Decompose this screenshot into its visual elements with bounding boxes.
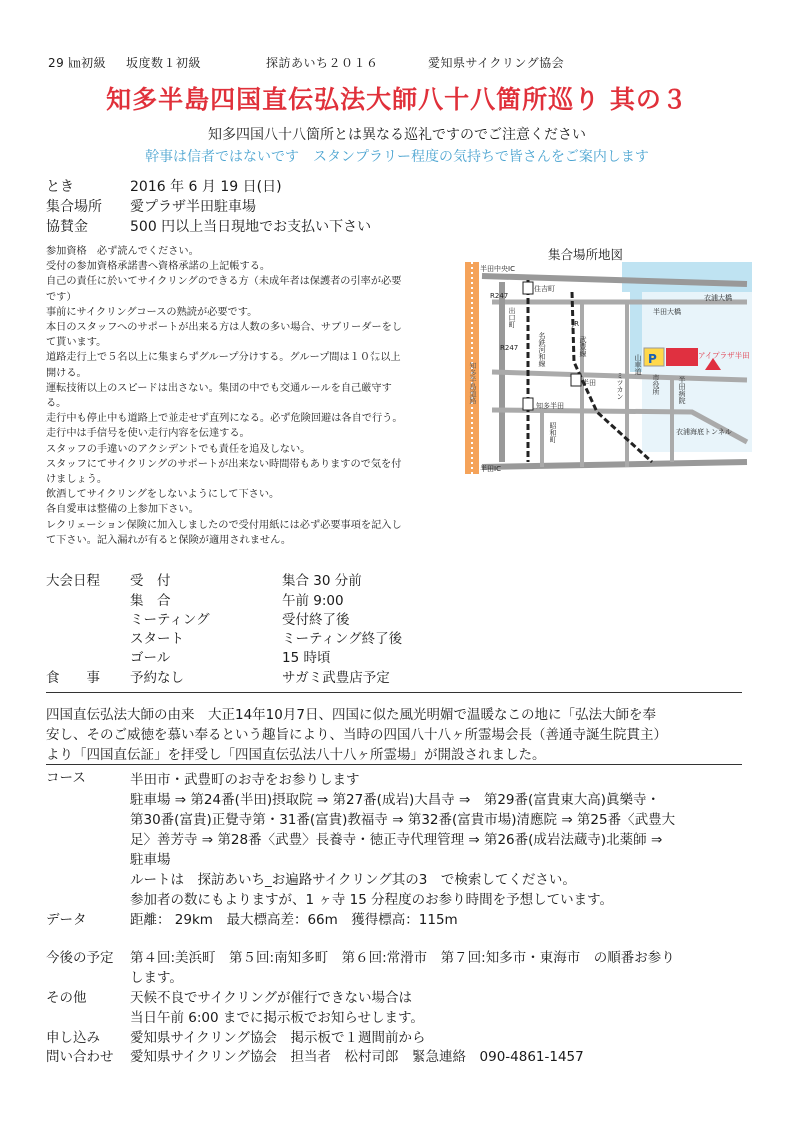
rule-line: 走行中も停止中も道路上で並走せず直列になる。必ず危険回避は各自で行う。: [46, 413, 403, 425]
header-event: 探訪あいち２０１６: [266, 56, 379, 70]
rule-line: 受付の参加資格承諾書へ資格承諾の上記帳する。: [46, 261, 271, 273]
rule-line: 運転技術以上のスピードは出さない。集団の中でも交通ルールを自己厳守す: [46, 382, 392, 394]
header-distance: 29 ㎞初級: [48, 56, 107, 70]
other-details: [130, 988, 424, 1028]
rule-line: スタッフにてサイクリングのサポートが出来ない時間帯もありますので気を付: [46, 458, 402, 470]
contact-value: 愛知県サイクリング協会 担当者 松村司郎 緊急連絡 090-4861-1457: [130, 1049, 584, 1065]
map-station: [523, 282, 533, 294]
contact-label: 問い合わせ: [46, 1049, 114, 1065]
map-label: 半田: [582, 379, 596, 387]
map-label: ミツカン: [616, 372, 624, 400]
schedule-item-value: 15 時頃: [282, 650, 331, 666]
schedule-label: 大会日程: [46, 573, 100, 589]
map-title: 集合場所地図: [548, 247, 624, 262]
map-road: [482, 462, 747, 467]
schedule-item-name: 集 合: [130, 593, 171, 609]
map-label: 知多半島道路: [469, 362, 477, 404]
origin-line: より「四国直伝証」を拝受し「四国直伝弘法八十八ヶ所霊場」が開設されました。: [46, 747, 546, 763]
info-row-fee: [0, 216, 794, 236]
info-label: 集合場所: [46, 199, 102, 215]
schedule-item-name: ミーティング: [130, 612, 210, 628]
schedule-item-value: ミーティング終了後: [282, 631, 403, 647]
meal-label: 食 事: [46, 670, 100, 686]
rule-line: スタッフの手違いのアクシデントでも責任を追及しない。: [46, 443, 311, 455]
meal-value: サガミ武豊店予定: [282, 670, 390, 686]
data-label: データ: [46, 912, 87, 928]
meal-name: 予約なし: [130, 670, 184, 686]
future-line: します。: [130, 970, 183, 986]
info-label: とき: [46, 179, 74, 195]
header-slope: 坂度数１初級: [126, 56, 202, 70]
other-line: 当日午前 6:00 までに掲示板でお知らせします。: [130, 1010, 424, 1026]
map-label: 半田中央IC: [480, 265, 515, 273]
map-label: JR: [572, 320, 579, 328]
course-line: 第30番(富貴)正覺寺第・31番(富貴)教福寺 ⇒ 第32番(富貴市場)清應院 ⇒ 第25番〈武豊大: [130, 812, 676, 828]
schedule-item-name: 受 付: [130, 573, 171, 589]
rule-line: て貰います。: [46, 337, 107, 349]
origin-line: 四国直伝弘法大師の由来 大正14年10月7日、四国に似た風光明媚で温暖なこの地に「弘法大師を奉: [46, 707, 656, 723]
future-details: [130, 948, 675, 988]
map-label: 昭和町: [549, 422, 557, 443]
info-row-date: [0, 176, 794, 196]
rule-line: 参加資格 必ず読んでください。: [46, 246, 199, 257]
map-building: [666, 348, 698, 366]
data-value: 距離： 29km 最大標高差：66m 獲得標高：115m: [130, 912, 458, 928]
divider: [46, 764, 742, 765]
rule-line: 走行中は手信号を使い走行内容を伝達する。: [46, 428, 250, 440]
rule-line: て下さい。記入漏れが有ると保険が適用されません。: [46, 534, 292, 546]
header-org: 愛知県サイクリング協会: [428, 56, 565, 70]
map-label: 半田大橋: [653, 308, 681, 316]
schedule-item-name: スタート: [130, 631, 184, 647]
rule-line: 本日のスタッフへのサポートが出来る方は人数の多い場合、サブリーダーをし: [46, 322, 402, 334]
other-line: 天候不良でサイクリングが催行できない場合は: [130, 990, 413, 1006]
page-title: 知多半島四国直伝弘法大師八十八箇所巡り 其の３: [106, 85, 688, 114]
course-details: [130, 770, 750, 910]
map-station: [571, 374, 581, 386]
map-water: [622, 262, 752, 292]
rule-line: レクリェーション保険に加入しましたので受付用紙には必ず必要事項を記入し: [46, 519, 402, 531]
course-line: ルートは 探訪あいち_お遍路サイクリング其の3 で検索してください。: [130, 872, 576, 888]
course-line: 半田市・武豊町のお寺をお参りします: [130, 772, 360, 788]
rule-line: 開ける。: [46, 367, 87, 379]
course-line: 参加者の数にもよりますが、1 ヶ寺 15 分程度のお参り時間を予想しています。: [130, 892, 614, 908]
future-label: 今後の予定: [46, 950, 114, 966]
info-label: 協賛金: [46, 219, 88, 235]
map-label: 知多半田: [536, 402, 564, 410]
rule-line: 各自愛車は整備の上参加下さい。: [46, 504, 199, 516]
schedule-item-value: 午前 9:00: [282, 593, 344, 609]
schedule-item-name: ゴール: [130, 650, 171, 666]
schedule-item-value: 集合 30 分前: [282, 573, 362, 589]
map-label: 半田病院: [678, 376, 686, 404]
map-station: [523, 398, 533, 410]
map-label: 武豊線: [579, 336, 587, 357]
map-label: アイプラザ半田: [698, 351, 750, 360]
parking-label: P: [648, 352, 657, 366]
info-row-place: [0, 196, 794, 216]
course-line: 駐車場: [130, 852, 171, 868]
course-line: 足〉善芳寺 ⇒ 第28番〈武豊〉長養寺・徳正寺代理管理 ⇒ 第26番(成岩法蔵寺)北薬師 ⇒: [130, 832, 663, 848]
subtitle-notice: 知多四国八十八箇所とは異なる巡礼ですのでご注意ください: [208, 127, 586, 143]
map-label: 出口町: [508, 307, 516, 328]
rule-line: 事前にサイクリングコースの熟読が必要です。: [46, 306, 258, 318]
info-value: 500 円以上当日現地でお支払い下さい: [130, 219, 372, 235]
map-label: 名鉄河和線: [538, 332, 546, 367]
map-label: R247: [500, 344, 519, 352]
subtitle-guide: 幹事は信者ではないです スタンプラリー程度の気持ちで皆さんをご案内します: [145, 149, 649, 165]
origin-line: 安し、そのご威徳を慕い奉るという趣旨により、当時の四国八十八ヶ所霊場会長（善通寺誕生院貫主）: [46, 727, 667, 743]
other-label: その他: [46, 990, 87, 1006]
rule-line: 自己の責任に於いてサイクリングのできる方（未成年者は保護者の引率が必要: [46, 276, 402, 288]
course-line: 駐車場 ⇒ 第24番(半田)摂取院 ⇒ 第27番(成岩)大昌寺 ⇒ 第29番(富貴東大高)眞樂寺・: [130, 792, 661, 808]
rule-line: 飲酒してサイクリングをしないようにして下さい。: [46, 489, 280, 501]
apply-label: 申し込み: [46, 1030, 100, 1046]
info-value: 2016 年 6 月 19 日(日): [130, 179, 282, 195]
map-label: 衣浦大橋: [704, 294, 732, 302]
participation-rules: [46, 244, 446, 548]
divider: [46, 692, 742, 693]
map-label: 衣浦海底トンネル: [676, 428, 732, 436]
info-value: 愛プラザ半田駐車場: [130, 199, 256, 215]
rule-line: です）: [46, 291, 77, 303]
map-label: 市役所: [652, 374, 660, 395]
rule-line: る。: [46, 398, 67, 410]
origin-paragraph: [46, 705, 746, 765]
future-line: 第４回:美浜町 第５回:南知多町 第６回:常滑市 第７回:知多市・東海市 の順番お参り: [130, 950, 675, 966]
map-label: 半田IC: [480, 465, 501, 473]
rule-line: 道路走行上で５名以上に集まらずグループ分けする。グループ間は１０㍍以上: [46, 352, 401, 364]
rule-line: けましょう。: [46, 474, 108, 486]
apply-value: 愛知県サイクリング協会 掲示板で１週間前から: [130, 1030, 426, 1046]
map-label: 山車道: [634, 354, 642, 375]
schedule-item-value: 受付終了後: [282, 612, 350, 628]
course-label: コース: [46, 770, 86, 786]
map-label: 住吉町: [534, 285, 555, 293]
meeting-place-map: [462, 262, 752, 474]
map-label: R247: [490, 292, 509, 300]
